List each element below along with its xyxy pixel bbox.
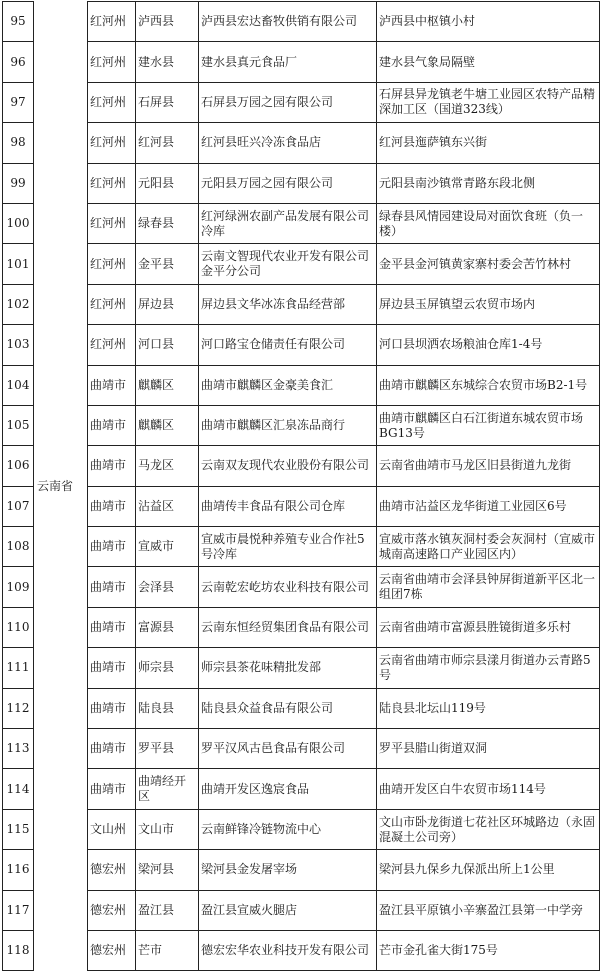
table-row (3, 607, 600, 647)
city-cell: 曲靖市 (88, 769, 136, 809)
row-number: 106 (3, 446, 34, 486)
city-cell: 德宏州 (88, 850, 136, 890)
county-cell: 宣威市 (136, 527, 199, 567)
county-cell: 沾益区 (136, 486, 199, 526)
county-cell: 建水县 (136, 42, 199, 82)
company-name-cell: 云南东恒经贸集团食品有限公司 (199, 607, 377, 647)
address-cell: 云南省曲靖市马龙区旧县街道九龙街 (377, 446, 600, 486)
city-cell: 曲靖市 (88, 527, 136, 567)
table-row (3, 163, 600, 203)
county-cell: 曲靖经开区 (136, 769, 199, 809)
table-row (3, 486, 600, 526)
table-row (3, 405, 600, 445)
row-number: 114 (3, 769, 34, 809)
table-row (3, 850, 600, 890)
table-row (3, 809, 600, 849)
city-cell: 红河州 (88, 284, 136, 324)
address-cell: 建水县气象局隔壁 (377, 42, 600, 82)
row-number: 112 (3, 688, 34, 728)
county-cell: 盈江县 (136, 890, 199, 930)
company-name-cell: 曲靖传丰食品有限公司仓库 (199, 486, 377, 526)
address-cell: 河口县坝洒农场粮油仓库1-4号 (377, 325, 600, 365)
row-number: 107 (3, 486, 34, 526)
table-row (3, 2, 600, 42)
table-row (3, 203, 600, 243)
city-cell: 曲靖市 (88, 365, 136, 405)
address-cell: 元阳县南沙镇常青路东段北侧 (377, 163, 600, 203)
city-cell: 红河州 (88, 82, 136, 122)
address-cell: 屏边县玉屏镇望云农贸市场内 (377, 284, 600, 324)
county-cell: 麒麟区 (136, 365, 199, 405)
table-row (3, 648, 600, 688)
row-number: 110 (3, 607, 34, 647)
table-row (3, 729, 600, 769)
company-name-cell: 云南乾宏屹坊农业科技有限公司 (199, 567, 377, 607)
table-row (3, 42, 600, 82)
company-name-cell: 盈江县宣威火腿店 (199, 890, 377, 930)
city-cell: 红河州 (88, 203, 136, 243)
table-row (3, 930, 600, 970)
row-number: 108 (3, 527, 34, 567)
city-cell: 曲靖市 (88, 607, 136, 647)
table-row (3, 325, 600, 365)
row-number: 95 (3, 2, 34, 42)
province-cell: 云南省 (34, 2, 88, 971)
company-name-cell: 红河绿洲农副产品发展有限公司冷库 (199, 203, 377, 243)
company-name-cell: 泸西县宏达畜牧供销有限公司 (199, 2, 377, 42)
company-name-cell: 德宏宏华农业科技开发有限公司 (199, 930, 377, 970)
company-name-cell: 河口路宝仓储责任有限公司 (199, 325, 377, 365)
county-cell: 会泽县 (136, 567, 199, 607)
company-name-cell: 屏边县文华冰冻食品经营部 (199, 284, 377, 324)
city-cell: 曲靖市 (88, 729, 136, 769)
city-cell: 曲靖市 (88, 648, 136, 688)
city-cell: 曲靖市 (88, 688, 136, 728)
address-cell: 罗平县腊山街道双洞 (377, 729, 600, 769)
table-row (3, 446, 600, 486)
company-name-cell: 元阳县万园之园有限公司 (199, 163, 377, 203)
table-row (3, 567, 600, 607)
address-cell: 曲靖市沾益区龙华街道工业园区6号 (377, 486, 600, 526)
row-number: 117 (3, 890, 34, 930)
address-cell: 陆良县北坛山119号 (377, 688, 600, 728)
row-number: 115 (3, 809, 34, 849)
table-row (3, 284, 600, 324)
table-row (3, 123, 600, 163)
row-number: 109 (3, 567, 34, 607)
row-number: 96 (3, 42, 34, 82)
county-cell: 河口县 (136, 325, 199, 365)
company-name-cell: 石屏县万园之园有限公司 (199, 82, 377, 122)
address-cell: 云南省曲靖市富源县胜镜街道多乐村 (377, 607, 600, 647)
county-cell: 富源县 (136, 607, 199, 647)
row-number: 103 (3, 325, 34, 365)
city-cell: 德宏州 (88, 930, 136, 970)
table-row (3, 527, 600, 567)
company-name-cell: 建水县真元食品厂 (199, 42, 377, 82)
warehouse-list-table (2, 1, 600, 971)
company-name-cell: 曲靖市麒麟区汇泉冻品商行 (199, 405, 377, 445)
address-cell: 梁河县九保乡九保派出所上1公里 (377, 850, 600, 890)
row-number: 101 (3, 244, 34, 284)
company-name-cell: 云南鲜锋冷链物流中心 (199, 809, 377, 849)
county-cell: 红河县 (136, 123, 199, 163)
county-cell: 石屏县 (136, 82, 199, 122)
address-cell: 金平县金河镇黄家寨村委会苦竹林村 (377, 244, 600, 284)
address-cell: 宣威市落水镇灰洞村委会灰洞村（宣威市城南高速路口产业园区内） (377, 527, 600, 567)
company-name-cell: 曲靖开发区逸宸食品 (199, 769, 377, 809)
table-row (3, 365, 600, 405)
city-cell: 德宏州 (88, 890, 136, 930)
address-cell: 绿春县风情园建设局对面饮食班（负一楼） (377, 203, 600, 243)
table-row (3, 82, 600, 122)
city-cell: 红河州 (88, 244, 136, 284)
company-name-cell: 云南文智现代农业开发有限公司金平分公司 (199, 244, 377, 284)
row-number: 102 (3, 284, 34, 324)
county-cell: 麒麟区 (136, 405, 199, 445)
county-cell: 元阳县 (136, 163, 199, 203)
table-body (3, 2, 600, 971)
county-cell: 马龙区 (136, 446, 199, 486)
county-cell: 泸西县 (136, 2, 199, 42)
company-name-cell: 梁河县金发屠宰场 (199, 850, 377, 890)
county-cell: 屏边县 (136, 284, 199, 324)
county-cell: 罗平县 (136, 729, 199, 769)
address-cell: 泸西县中枢镇小村 (377, 2, 600, 42)
table-row (3, 769, 600, 809)
table-row (3, 890, 600, 930)
company-name-cell: 曲靖市麒麟区金豪美食汇 (199, 365, 377, 405)
address-cell: 曲靖开发区白牛农贸市场114号 (377, 769, 600, 809)
company-name-cell: 陆良县众益食品有限公司 (199, 688, 377, 728)
address-cell: 红河县迤萨镇东兴街 (377, 123, 600, 163)
address-cell: 曲靖市麒麟区白石江街道东城农贸市场BG13号 (377, 405, 600, 445)
county-cell: 陆良县 (136, 688, 199, 728)
row-number: 113 (3, 729, 34, 769)
city-cell: 曲靖市 (88, 405, 136, 445)
county-cell: 芒市 (136, 930, 199, 970)
address-cell: 曲靖市麒麟区东城综合农贸市场B2-1号 (377, 365, 600, 405)
company-name-cell: 罗平汉风古邑食品有限公司 (199, 729, 377, 769)
row-number: 116 (3, 850, 34, 890)
address-cell: 云南省曲靖市会泽县钟屏街道新平区北一组团7栋 (377, 567, 600, 607)
address-cell: 文山市卧龙街道七花社区环城路边（永固混凝土公司旁） (377, 809, 600, 849)
city-cell: 曲靖市 (88, 567, 136, 607)
company-name-cell: 红河县旺兴冷冻食品店 (199, 123, 377, 163)
row-number: 105 (3, 405, 34, 445)
address-cell: 芒市金孔雀大街175号 (377, 930, 600, 970)
city-cell: 曲靖市 (88, 446, 136, 486)
county-cell: 金平县 (136, 244, 199, 284)
county-cell: 绿春县 (136, 203, 199, 243)
table-row (3, 688, 600, 728)
address-cell: 石屏县异龙镇老牛塘工业园区农特产品精深加工区（国道323线） (377, 82, 600, 122)
city-cell: 红河州 (88, 42, 136, 82)
county-cell: 文山市 (136, 809, 199, 849)
city-cell: 红河州 (88, 123, 136, 163)
county-cell: 梁河县 (136, 850, 199, 890)
county-cell: 师宗县 (136, 648, 199, 688)
row-number: 104 (3, 365, 34, 405)
row-number: 97 (3, 82, 34, 122)
table-row (3, 244, 600, 284)
row-number: 118 (3, 930, 34, 970)
company-name-cell: 宣威市晨悦种养殖专业合作社5号冷库 (199, 527, 377, 567)
address-cell: 云南省曲靖市师宗县漾月街道办云青路5号 (377, 648, 600, 688)
row-number: 100 (3, 203, 34, 243)
row-number: 99 (3, 163, 34, 203)
city-cell: 红河州 (88, 163, 136, 203)
address-cell: 盈江县平原镇小辛寨盈江县第一中学旁 (377, 890, 600, 930)
city-cell: 红河州 (88, 2, 136, 42)
city-cell: 红河州 (88, 325, 136, 365)
company-name-cell: 云南双友现代农业股份有限公司 (199, 446, 377, 486)
company-name-cell: 师宗县茶花味精批发部 (199, 648, 377, 688)
row-number: 111 (3, 648, 34, 688)
city-cell: 文山州 (88, 809, 136, 849)
row-number: 98 (3, 123, 34, 163)
city-cell: 曲靖市 (88, 486, 136, 526)
